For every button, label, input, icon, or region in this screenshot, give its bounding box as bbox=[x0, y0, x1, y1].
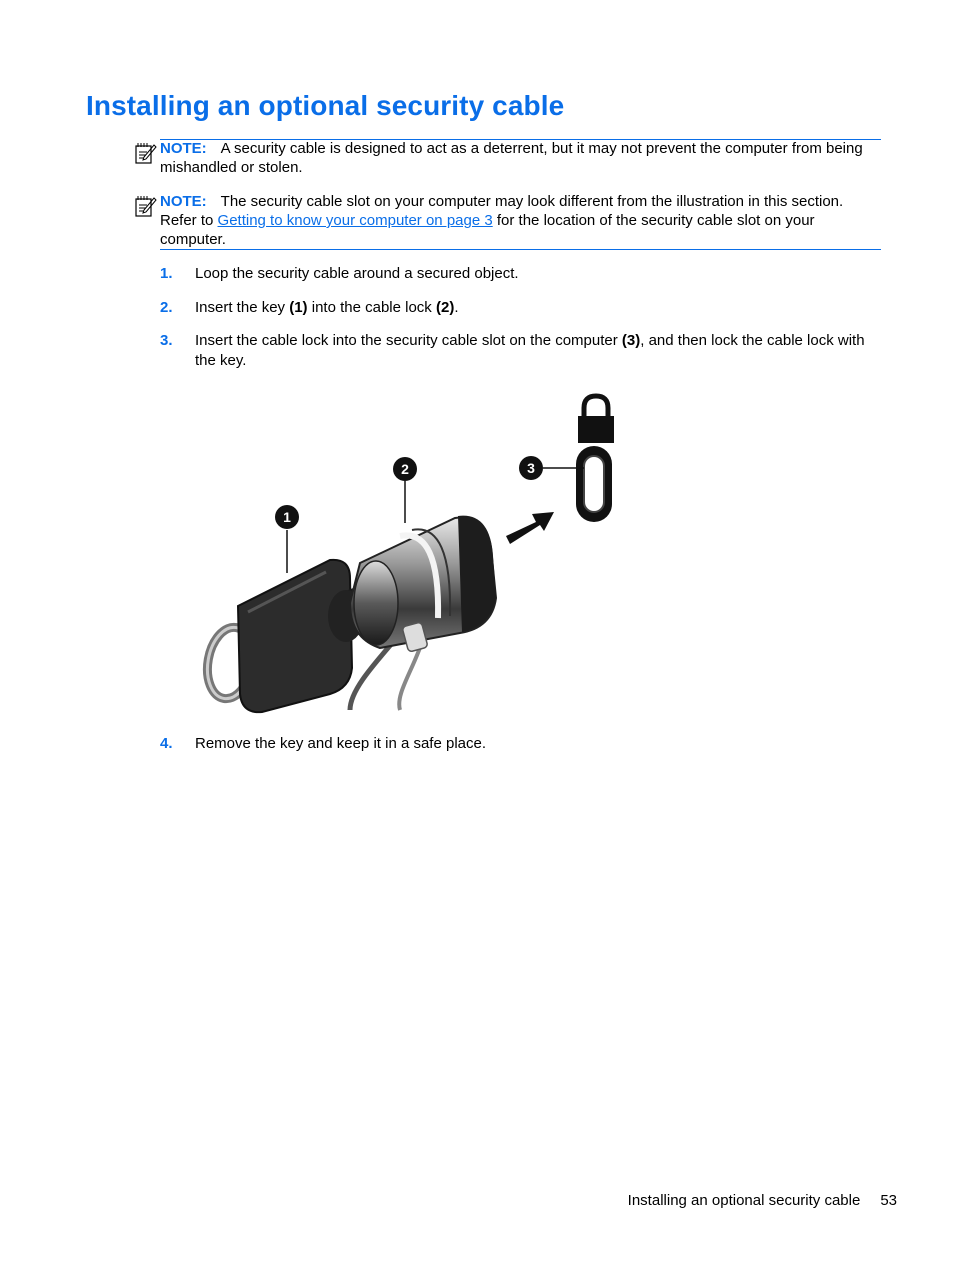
cross-reference-link[interactable]: Getting to know your computer on page 3 bbox=[217, 212, 493, 229]
note-label: NOTE: bbox=[160, 193, 207, 210]
step-text: Insert the key bbox=[195, 299, 290, 316]
step-4 bbox=[160, 734, 882, 754]
note-1 bbox=[134, 139, 882, 177]
step-text: Insert the cable lock into the security cable slot on the computer bbox=[195, 332, 622, 349]
note-label: NOTE: bbox=[160, 140, 207, 157]
callout-ref: (1) bbox=[289, 299, 308, 316]
step-number: 4. bbox=[160, 735, 173, 752]
note-2 bbox=[134, 192, 882, 249]
step-text: Loop the security cable around a secured object. bbox=[195, 265, 519, 282]
lock-icon bbox=[578, 396, 614, 443]
note-divider bbox=[160, 249, 881, 250]
step-2 bbox=[160, 298, 882, 318]
page-footer bbox=[628, 1192, 897, 1209]
step-text: , and then lock the cable lock with the key. bbox=[195, 332, 865, 369]
note-icon bbox=[134, 194, 158, 218]
note-text: for the location of the security cable slot on your computer. bbox=[160, 212, 815, 248]
step-text: . bbox=[454, 299, 459, 316]
security-cable-illustration bbox=[200, 388, 630, 718]
step-number: 1. bbox=[160, 265, 173, 282]
page-title: Installing an optional security cable bbox=[86, 90, 565, 121]
step-3 bbox=[160, 331, 882, 371]
callout-3: 3 bbox=[527, 460, 535, 476]
step-text: into the cable lock bbox=[307, 299, 436, 316]
note-text: The security cable slot on your computer may look different from the illustration in this section. Refer to bbox=[160, 193, 844, 229]
note-text: A security cable is designed to act as a deterrent, but it may not prevent the computer from being mishandled or stolen. bbox=[160, 140, 863, 176]
step-number: 3. bbox=[160, 332, 173, 349]
callout-2: 2 bbox=[401, 461, 409, 477]
callout-ref: (2) bbox=[435, 299, 455, 316]
callout-ref: (3) bbox=[621, 332, 641, 349]
footer-section-title: Installing an optional security cable bbox=[627, 1192, 861, 1209]
note-icon bbox=[134, 141, 158, 165]
page-number: 53 bbox=[880, 1192, 897, 1209]
step-text: Remove the key and keep it in a safe place. bbox=[195, 735, 487, 752]
step-1 bbox=[160, 264, 882, 284]
step-number: 2. bbox=[160, 299, 173, 316]
callout-1: 1 bbox=[283, 509, 291, 525]
